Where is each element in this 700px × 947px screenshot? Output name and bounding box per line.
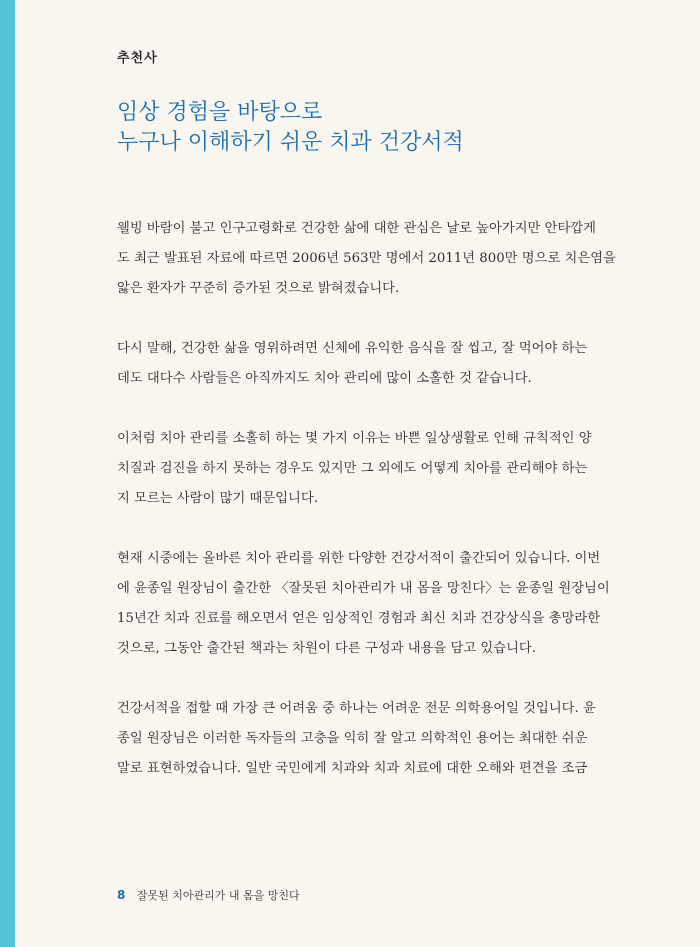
title-line-1: 임상 경험을 바탕으로 (117, 100, 323, 125)
text-line: 현재 시중에는 올바른 치아 관리를 위한 다양한 건강서적이 출간되어 있습니다. 이번 (117, 551, 601, 566)
page-footer (117, 887, 300, 903)
running-book-title: 잘못된 치아관리가 내 몸을 망친다 (136, 889, 300, 902)
text-line: 건강서적을 접할 때 가장 큰 어려움 중 하나는 어려운 전문 의학용어일 것입니다. 윤 (117, 701, 596, 716)
text-line: 이처럼 치아 관리를 소홀히 하는 몇 가지 이유는 바쁜 일상생활로 인해 규칙적인 양 (117, 431, 592, 446)
text-line: 웰빙 바람이 불고 인구고령화로 건강한 삶에 대한 관심은 날로 높아가지만 안타깝게 (117, 221, 596, 236)
body-text (117, 214, 616, 814)
text-line: 말로 표현하였습니다. 일반 국민에게 치과와 치과 치료에 대한 오해와 편견을 조금 (117, 761, 588, 776)
section-label: 추천사 (117, 51, 158, 66)
text-line: 치질과 검진을 하지 못하는 경우도 있지만 그 외에도 어떻게 치아를 관리해야 하는 (117, 461, 588, 476)
text-line: 앓은 환자가 꾸준히 증가된 것으로 밝혀졌습니다. (117, 281, 400, 296)
paragraph-2 (117, 334, 587, 394)
paragraph-4 (117, 544, 610, 664)
title-line-2: 누구나 이해하기 쉬운 치과 건강서적 (117, 130, 464, 155)
text-line: 도 최근 발표된 자료에 따르면 2006년 563만 명에서 2011년 800만 명으로 치은염을 (117, 251, 616, 266)
text-line: 것으로, 그동안 출간된 책과는 차원이 다른 구성과 내용을 담고 있습니다. (117, 641, 536, 656)
text-line: 15년간 치과 진료를 해오면서 얻은 임상적인 경험과 최신 치과 건강상식을 총망라한 (117, 611, 601, 626)
text-line: 지 모르는 사람이 많기 때문입니다. (117, 491, 318, 506)
text-line: 데도 대다수 사람들은 아직까지도 치아 관리에 많이 소홀한 것 같습니다. (117, 371, 532, 386)
paragraph-1 (117, 214, 616, 304)
page-edge-color-band (0, 0, 15, 947)
text-line: 종일 원장님은 이러한 독자들의 고충을 익히 잘 알고 의학적인 용어는 최대한 쉬운 (117, 731, 588, 746)
text-line: 에 윤종일 원장님이 출간한 〈잘못된 치아관리가 내 몸을 망친다〉는 윤종일 원장님이 (117, 581, 610, 596)
page-title (117, 98, 637, 158)
paragraph-3 (117, 424, 592, 514)
paragraph-5 (117, 694, 596, 784)
page-number: 8 (117, 888, 126, 902)
text-line: 다시 말해, 건강한 삶을 영위하려면 신체에 유익한 음식을 잘 씹고, 잘 먹어야 하는 (117, 341, 588, 356)
